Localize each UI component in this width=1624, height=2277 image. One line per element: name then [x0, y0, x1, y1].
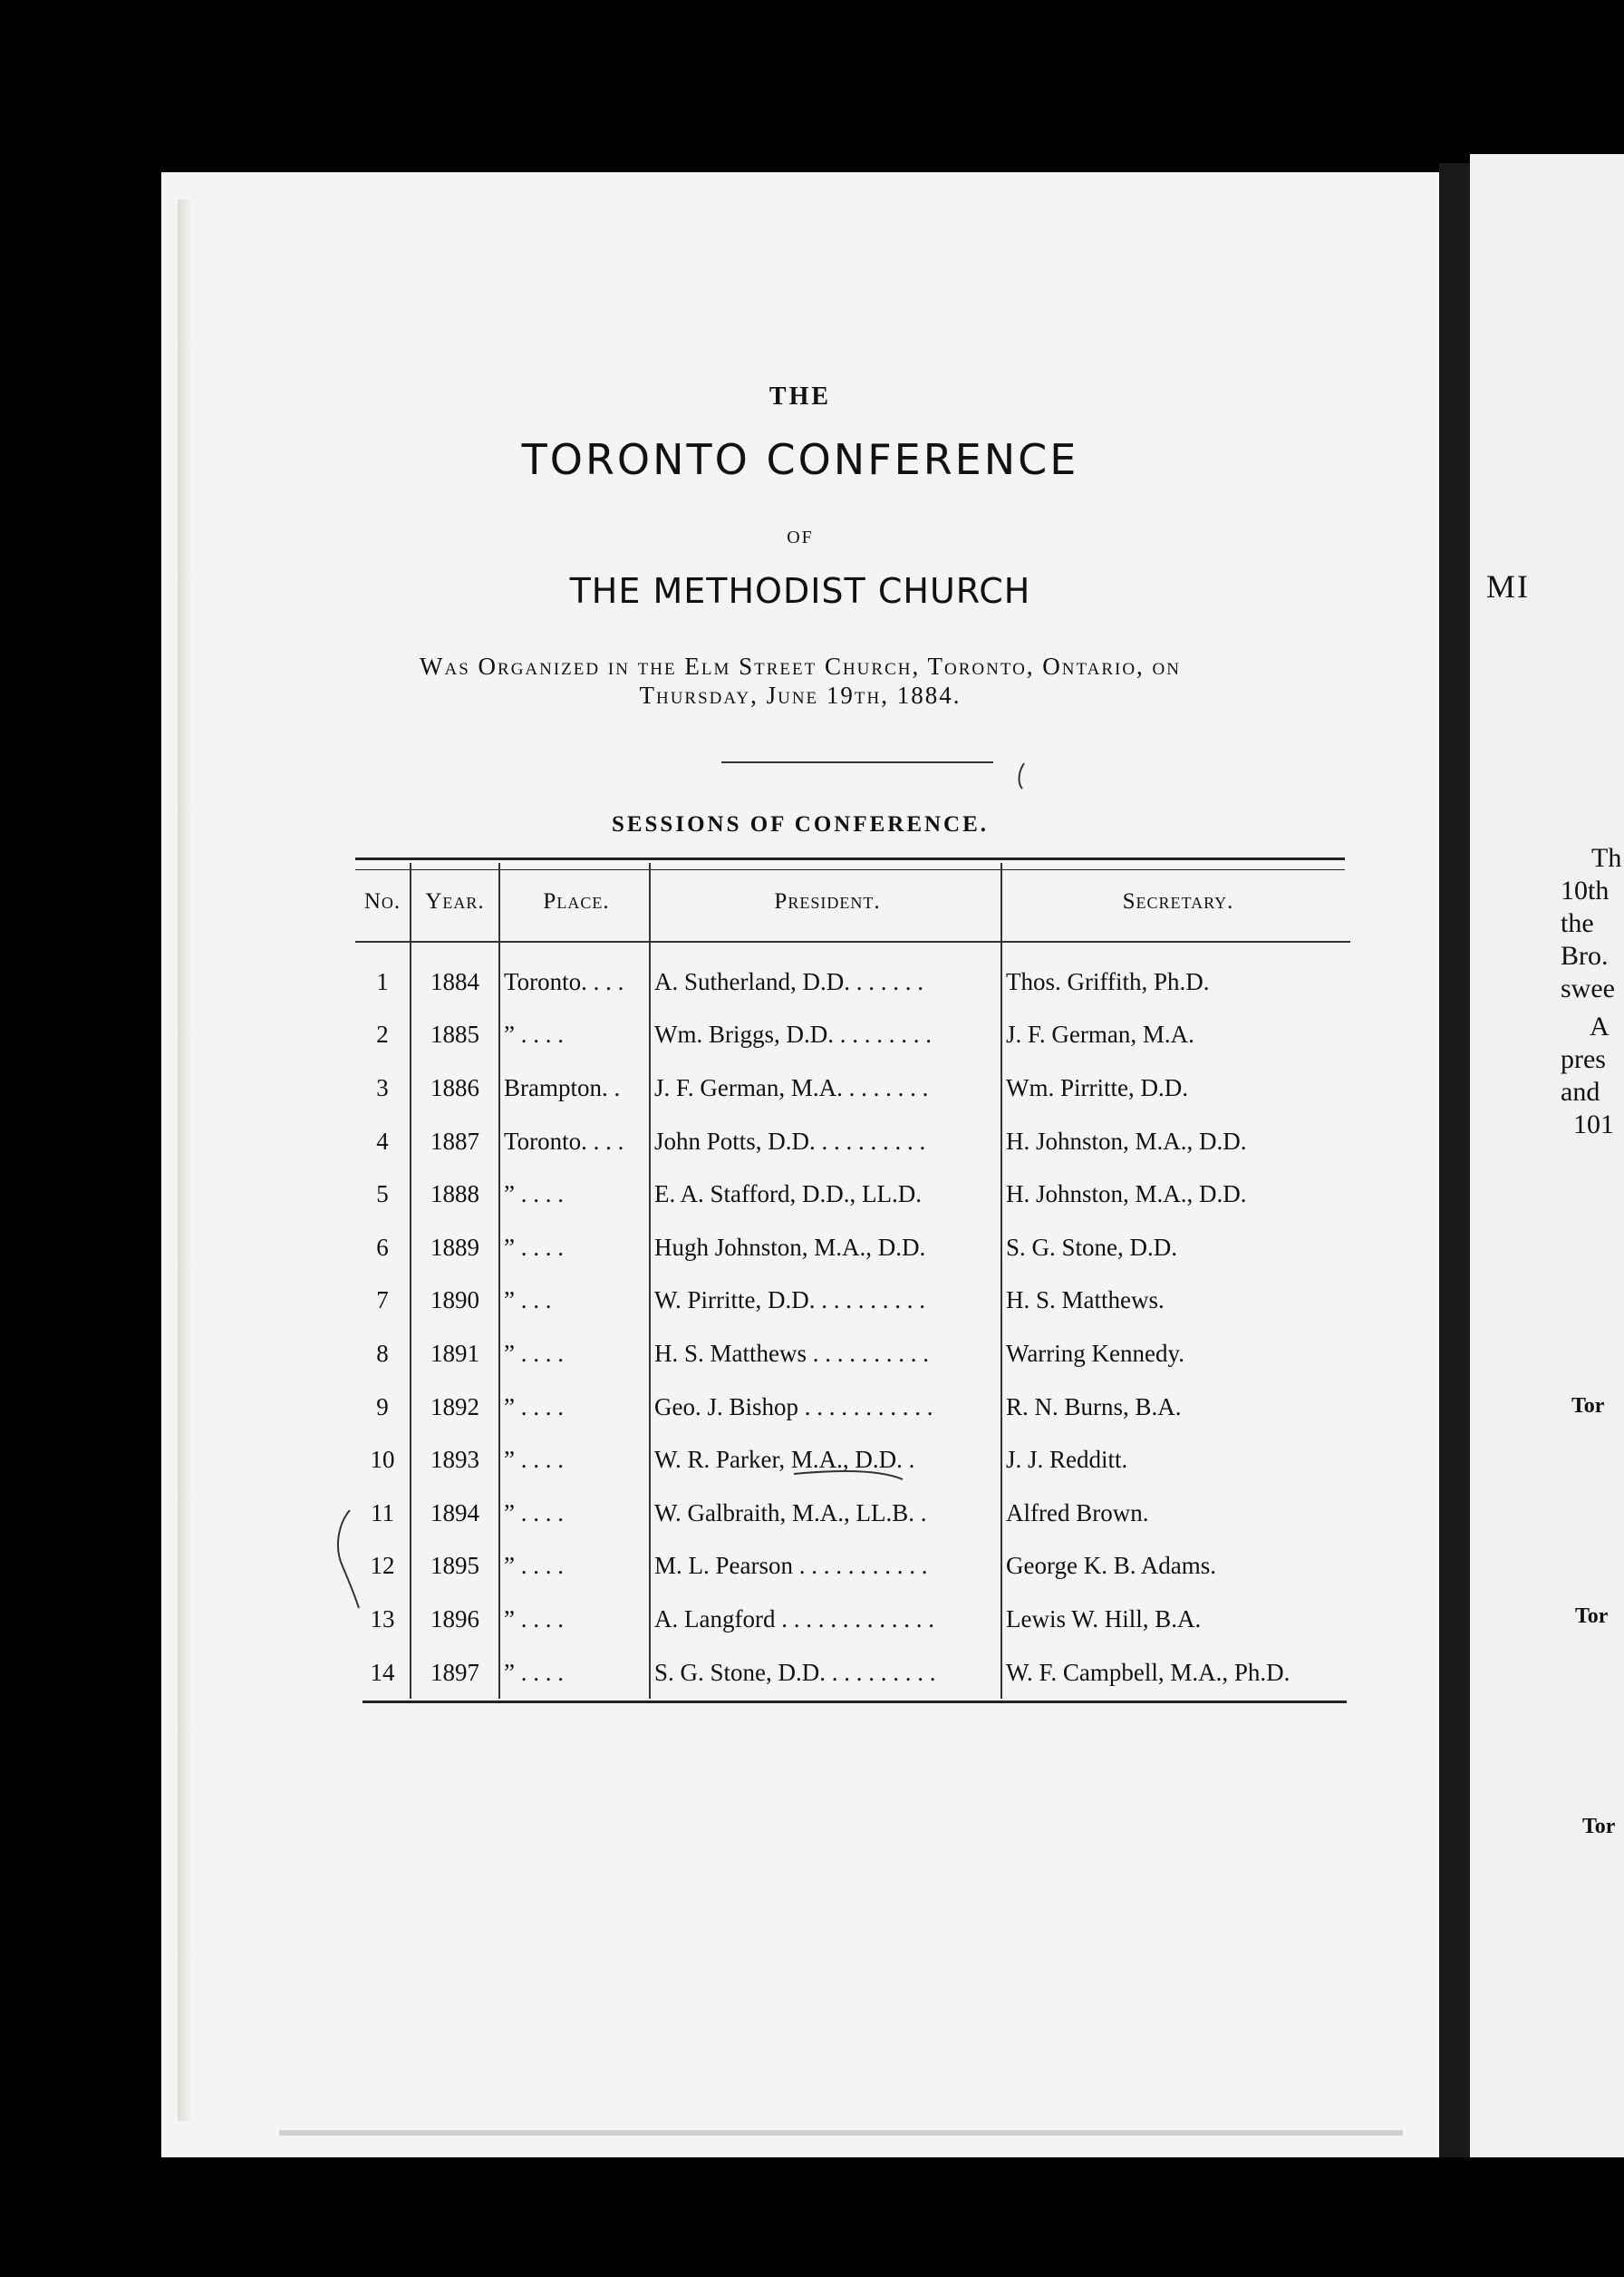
cell-no: 2	[355, 1009, 411, 1062]
cell-place: ” . . . .	[499, 1221, 650, 1274]
table-row	[355, 1009, 1350, 1062]
cell-no: 10	[355, 1433, 411, 1487]
heading-of: OF	[787, 528, 814, 547]
cell-place: Toronto. . . .	[499, 942, 650, 1009]
cell-president: E. A. Stafford, D.D., LL.D.	[650, 1168, 1001, 1221]
table-row	[355, 1274, 1350, 1328]
cell-secretary: J. F. German, M.A.	[1006, 1021, 1194, 1049]
cell-year: 1888	[411, 1168, 499, 1221]
column-header-no: No.	[355, 863, 411, 942]
cell-year: 1886	[411, 1061, 499, 1115]
facing-side-label: Tor	[1582, 1815, 1616, 1838]
cell-secretary: H. S. Matthews.	[1006, 1286, 1165, 1314]
column-header-year: Year.	[411, 863, 499, 942]
cell-year: 1890	[411, 1274, 499, 1328]
cell-president: John Potts, D.D. . . . . . . . . .	[650, 1115, 1001, 1168]
organized-line-2: Thursday, June 19th, 1884.	[639, 682, 962, 709]
cell-place: ” . . . .	[499, 1646, 650, 1700]
cell-no: 12	[355, 1540, 411, 1594]
cell-no: 11	[355, 1487, 411, 1540]
cell-no: 4	[355, 1115, 411, 1168]
facing-heading-fragment: MI	[1486, 568, 1530, 605]
table-row	[355, 942, 1350, 1009]
cell-secretary: Alfred Brown.	[1006, 1498, 1149, 1526]
table-row	[355, 1433, 1350, 1487]
column-header-president: President.	[650, 863, 1001, 942]
facing-page	[1470, 154, 1624, 2157]
table-bottom-rule	[362, 1700, 1347, 1703]
cell-place: ” . . . .	[499, 1433, 650, 1487]
cell-no: 13	[355, 1593, 411, 1646]
facing-text-line: A	[1590, 1012, 1610, 1042]
table-row	[355, 1381, 1350, 1434]
cell-president: M. L. Pearson . . . . . . . . . . .	[650, 1540, 1001, 1594]
table-row	[355, 1646, 1350, 1700]
facing-side-label: Tor	[1571, 1394, 1605, 1418]
cell-year: 1892	[411, 1381, 499, 1434]
facing-text-line: Bro.	[1561, 941, 1609, 971]
cell-secretary: George K. B. Adams.	[1006, 1552, 1216, 1580]
facing-side-label: Tor	[1575, 1604, 1609, 1628]
cell-year: 1889	[411, 1221, 499, 1274]
cell-no: 1	[355, 942, 411, 1009]
table-row	[355, 1115, 1350, 1168]
cell-year: 1884	[411, 942, 499, 1009]
cell-secretary: Lewis W. Hill, B.A.	[1006, 1604, 1202, 1633]
facing-text-line: and	[1561, 1077, 1600, 1107]
cell-secretary: S. G. Stone, D.D.	[1006, 1233, 1178, 1261]
cell-no: 3	[355, 1061, 411, 1115]
cell-year: 1896	[411, 1593, 499, 1646]
cell-secretary: H. Johnston, M.A., D.D.	[1006, 1127, 1247, 1155]
cell-place: ” . . . .	[499, 1381, 650, 1434]
facing-text-line: Th	[1591, 843, 1622, 873]
cell-no: 7	[355, 1274, 411, 1328]
cell-secretary: J. J. Redditt.	[1006, 1446, 1128, 1474]
cell-year: 1897	[411, 1646, 499, 1700]
cell-president: A. Sutherland, D.D. . . . . . .	[650, 942, 1001, 1009]
document-page	[161, 172, 1439, 2157]
cell-secretary: H. Johnston, M.A., D.D.	[1006, 1180, 1247, 1208]
cell-secretary: Warring Kennedy.	[1006, 1339, 1185, 1367]
cell-place: Brampton. .	[499, 1061, 650, 1115]
cell-place: ” . . . .	[499, 1009, 650, 1062]
page-binding-edge	[178, 199, 192, 2121]
cell-president: A. Langford . . . . . . . . . . . . .	[650, 1593, 1001, 1646]
sessions-table	[355, 863, 1350, 1699]
cell-secretary: Thos. Griffith, Ph.D.	[1006, 967, 1210, 995]
page-gutter	[1439, 163, 1470, 2157]
facing-text-line: pres	[1561, 1044, 1606, 1074]
table-row	[355, 1593, 1350, 1646]
facing-text-line: the	[1561, 908, 1594, 938]
heading-the: THE	[768, 383, 832, 411]
table-row	[355, 1327, 1350, 1381]
cell-president: W. Pirritte, D.D. . . . . . . . . .	[650, 1274, 1001, 1328]
table-row	[355, 1061, 1350, 1115]
cell-president: Wm. Briggs, D.D. . . . . . . . .	[650, 1009, 1001, 1062]
cell-year: 1885	[411, 1009, 499, 1062]
column-header-secretary: Secretary.	[1001, 863, 1350, 942]
table-row	[355, 1221, 1350, 1274]
organized-line-1: Was Organized in the Elm Street Church, Toronto, Ontario, on	[420, 653, 1181, 680]
cell-place: ” . . .	[499, 1274, 650, 1328]
church-title: THE METHODIST CHURCH	[569, 571, 1031, 611]
cell-place: Toronto. . . .	[499, 1115, 650, 1168]
cell-no: 8	[355, 1327, 411, 1381]
cell-year: 1887	[411, 1115, 499, 1168]
cell-year: 1893	[411, 1433, 499, 1487]
cell-secretary: W. F. Campbell, M.A., Ph.D.	[1006, 1658, 1290, 1686]
cell-year: 1895	[411, 1540, 499, 1594]
facing-text-line: 10th	[1561, 876, 1610, 906]
cell-no: 6	[355, 1221, 411, 1274]
title-divider	[721, 761, 993, 763]
cell-secretary: R. N. Burns, B.A.	[1006, 1392, 1182, 1420]
cell-president: S. G. Stone, D.D. . . . . . . . . .	[650, 1646, 1001, 1700]
cell-place: ” . . . .	[499, 1168, 650, 1221]
cell-president: H. S. Matthews . . . . . . . . . .	[650, 1327, 1001, 1381]
conference-title: TORONTO CONFERENCE	[521, 435, 1079, 484]
cell-year: 1894	[411, 1487, 499, 1540]
table-row	[355, 1487, 1350, 1540]
cell-year: 1891	[411, 1327, 499, 1381]
cell-place: ” . . . .	[499, 1487, 650, 1540]
cell-place: ” . . . .	[499, 1327, 650, 1381]
cell-no: 9	[355, 1381, 411, 1434]
page-bottom-edge	[279, 2130, 1403, 2136]
table-row	[355, 1168, 1350, 1221]
cell-no: 14	[355, 1646, 411, 1700]
column-header-place: Place.	[499, 863, 650, 942]
table-header-row	[355, 863, 1350, 942]
sessions-title: SESSIONS OF CONFERENCE.	[611, 812, 990, 837]
facing-text-line: 101	[1573, 1109, 1614, 1139]
cell-secretary: Wm. Pirritte, D.D.	[1006, 1073, 1188, 1101]
table-row	[355, 1540, 1350, 1594]
cell-president: W. Galbraith, M.A., LL.B. .	[650, 1487, 1001, 1540]
cell-president: W. R. Parker, M.A., D.D. .	[650, 1433, 1001, 1487]
cell-no: 5	[355, 1168, 411, 1221]
cell-president: J. F. German, M.A. . . . . . . .	[650, 1061, 1001, 1115]
facing-text-line: swee	[1561, 974, 1615, 1003]
cell-president: Hugh Johnston, M.A., D.D.	[650, 1221, 1001, 1274]
cell-place: ” . . . .	[499, 1540, 650, 1594]
cell-president: Geo. J. Bishop . . . . . . . . . . .	[650, 1381, 1001, 1434]
cell-place: ” . . . .	[499, 1593, 650, 1646]
